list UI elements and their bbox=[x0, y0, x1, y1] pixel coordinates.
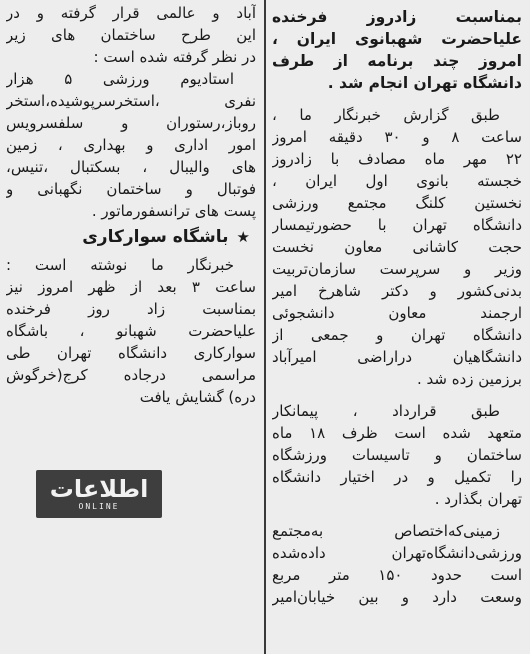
text-line: فوتبال و ساختمان نگهبانی و bbox=[6, 180, 256, 198]
text-line: این طرح ساختمان های زیر bbox=[6, 26, 256, 44]
text-line: بمناسبت زاد روز فرخنده bbox=[6, 300, 256, 318]
text-line: دانشگاه تهران و جمعی از bbox=[272, 326, 522, 344]
text-line: علیاحضرت شهبانوی ایران ، bbox=[272, 30, 522, 48]
text-line: دانشگاه تهران انجام شد . bbox=[327, 74, 522, 92]
star-bullet-icon: ★ bbox=[236, 228, 250, 246]
text-line: بمناسبت زادروز فرخنده bbox=[272, 8, 522, 26]
text-line: زمینی‌که‌اختصاص به‌مجتمع bbox=[272, 522, 500, 540]
text-line: نخستین کلنگ مجتمع ورزشی bbox=[272, 194, 522, 212]
body-paragraph-3 bbox=[272, 520, 522, 608]
text-line: دانشگاه تهران با حضورتیمسار bbox=[272, 216, 522, 234]
body-paragraph-1 bbox=[272, 104, 522, 390]
text-line: آباد و عالمی قرار گرفته و در bbox=[6, 4, 256, 22]
text-line: وزیر و سرپرست سازمان‌تربیت bbox=[272, 260, 522, 278]
text-line: علیاحضرت شهبانو ، باشگاه bbox=[6, 322, 256, 340]
text-line: های والیبال ، بسکتبال ،تنیس، bbox=[6, 158, 256, 176]
watermark-logo: اطلاعات bbox=[49, 475, 149, 503]
text-line: مراسمی درجاده کرج(خرگوش bbox=[6, 366, 256, 384]
text-line: خبرنگار ما نوشته است : bbox=[6, 256, 234, 274]
body-paragraph-2 bbox=[272, 400, 522, 510]
body-paragraph-riding-club bbox=[6, 254, 256, 408]
column-divider bbox=[264, 0, 266, 654]
body-paragraph-continued bbox=[6, 2, 256, 222]
text-line: حجت کاشانی معاون نخست bbox=[272, 238, 522, 256]
text-line: ۲۲ مهر ماه مصادف با زادروز bbox=[272, 150, 522, 168]
text-line: طبق قرارداد ، پیمانکار bbox=[272, 402, 500, 420]
text-line: ساعت ۳ بعد از ظهر امروز نیز bbox=[6, 278, 256, 296]
text-line: دانشگاهیان دراراضی امیرآباد bbox=[272, 348, 522, 366]
text-line: ساعت ۸ و ۳۰ دقیقه امروز bbox=[272, 128, 522, 146]
subheading-title: باشگاه سوارکاری bbox=[82, 227, 229, 247]
text-line: متعهد شده است ظرف ۱۸ ماه bbox=[272, 424, 522, 442]
article-right-column bbox=[270, 0, 526, 654]
text-line: تهران بگذارد . bbox=[434, 490, 522, 508]
ettelaat-online-watermark bbox=[36, 470, 162, 518]
text-line: خجسته بانوی اول ایران ، bbox=[272, 172, 522, 190]
lead-paragraph bbox=[272, 6, 522, 94]
text-line: در نظر گرفته شده است : bbox=[93, 48, 256, 66]
text-line: استادیوم ورزشی ۵ هزار bbox=[6, 70, 234, 88]
text-line: را تکمیل و در اختیار دانشگاه bbox=[272, 468, 522, 486]
text-line: نفری ،استخرسرپوشیده،استخر bbox=[6, 92, 256, 110]
text-line: وسعت دارد و بین خیابان‌امیر bbox=[272, 588, 522, 606]
text-line: سوارکاری دانشگاه تهران طی bbox=[6, 344, 256, 362]
text-line: پست های ترانسفورماتور . bbox=[91, 202, 256, 220]
section-subheading bbox=[6, 224, 256, 250]
text-line: دره) گشایش یافت bbox=[139, 388, 256, 406]
watermark-subtitle: ONLINE bbox=[78, 502, 120, 511]
text-line: ساختمان و تاسیسات ورزشگاه bbox=[272, 446, 522, 464]
text-line: ارجمند معاون دانشجوئی bbox=[272, 304, 522, 322]
text-line: امور اداری و بهداری ، زمین bbox=[6, 136, 256, 154]
text-line: برزمین زده شد . bbox=[417, 370, 522, 388]
text-line: طبق گزارش خبرنگار ما ، bbox=[272, 106, 500, 124]
text-line: روباز،رستوران و سلفسرویس bbox=[6, 114, 256, 132]
text-line: بدنی‌کشور و دکتر شاهرخ امیر bbox=[272, 282, 522, 300]
article-left-column bbox=[4, 0, 260, 654]
text-line: امروز چند برنامه از طرف bbox=[272, 52, 522, 70]
text-line: است حدود ۱۵۰ متر مربع bbox=[272, 566, 522, 584]
text-line: ورزشی‌دانشگاه‌تهران دادەشده bbox=[272, 544, 522, 562]
